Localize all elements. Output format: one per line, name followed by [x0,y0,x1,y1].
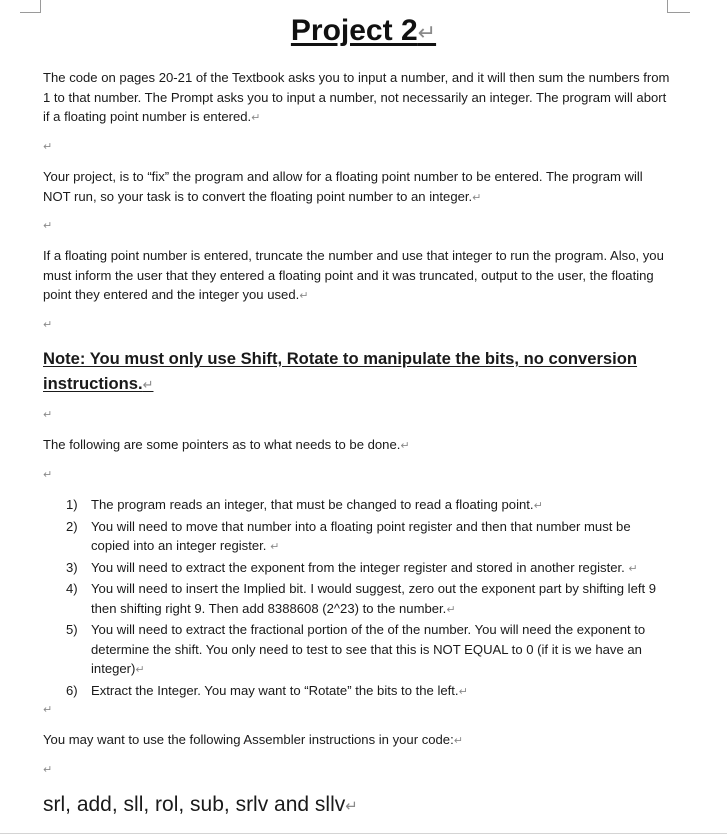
empty-paragraph[interactable] [43,216,52,234]
paragraph-mark-icon: ↵ [299,290,309,302]
pointers-intro[interactable]: The following are some pointers as to what needs to be done.↵ [43,437,410,452]
paragraph-mark-icon: ↵ [43,469,53,481]
empty-paragraph[interactable] [43,465,52,483]
paragraph-mark-icon: ↵ [43,319,53,331]
paragraph-mark-icon: ↵ [251,112,261,124]
intro-paragraph[interactable]: The code on pages 20-21 of the Textbook asks you to input a number, and it will then sum the numbers from 1 to that number. The Prompt asks you to input a number, not necessarily an integer. The program will abort if a floating point number is entered.↵ [43,70,670,124]
instruction-list[interactable]: srl, add, sll, rol, sub, srlv and sllv↵ [43,793,358,816]
note-heading[interactable]: Note: You must only use Shift, Rotate to manipulate the bits, no conversion instructions.↵ [43,349,638,393]
paragraph-mark-icon: ↵ [628,562,638,575]
task-paragraph[interactable]: Your project, is to “fix” the program and allow for a floating point number to be entered. The program will NOT run, so your task is to convert the floating point number to an integer.↵ [43,169,643,204]
paragraph-mark-icon: ↵ [43,704,53,716]
paragraph-mark-icon: ↵ [270,541,280,553]
margin-corner-top-left [20,0,41,13]
paragraph-mark-icon: ↵ [417,20,437,45]
list-item-number: 4) [66,581,78,596]
paragraph-mark-icon: ↵ [446,603,456,616]
list-item-number: 5) [66,622,78,637]
paragraph-mark-icon: ↵ [43,764,53,776]
list-item[interactable]: 4) You will need to insert the Implied bit. I would suggest, zero out the exponent part by shifting left 9 then shifting right 9. Then add 8388608 (2^23) to the number.↵ [66,581,657,616]
list-item[interactable]: 3) You will need to extract the exponent from the integer register and stored in another register. ↵ [66,558,666,580]
empty-paragraph[interactable] [43,405,52,423]
page-bottom-rule [0,833,727,834]
paragraph-mark-icon: ↵ [400,440,410,452]
list-item[interactable]: 5) You will need to extract the fractional portion of the of the number. You will need the exponent to determine the shift. You only need to test to see that this is NOT EQUAL to 0 (if it is we have an integer)↵ [66,622,646,676]
paragraph-mark-icon: ↵ [345,798,358,815]
list-item[interactable]: 2) You will need to move that number into a floating point register and then that number must be copied into an integer register. ↵ [66,518,631,553]
empty-paragraph[interactable] [43,137,52,155]
empty-paragraph[interactable] [43,700,52,718]
list-item-number: 3) [66,559,78,575]
paragraph-mark-icon: ↵ [43,409,53,421]
paragraph-mark-icon: ↵ [142,377,154,392]
paragraph-mark-icon: ↵ [43,220,53,232]
paragraph-mark-icon: ↵ [533,500,543,512]
list-item-number: 1) [66,497,78,512]
requirements-paragraph[interactable]: If a floating point number is entered, truncate the number and use that integer to run the program. Also, you must inform the user that they entered a floating point and it was truncated, output to the user, the floating point they entered and the integer you used.↵ [43,248,664,302]
paragraph-mark-icon: ↵ [453,735,463,747]
list-item-number: 6) [66,682,78,698]
empty-paragraph[interactable] [43,760,52,778]
list-item[interactable]: 1) The program reads an integer, that must be changed to read a floating point.↵ [66,495,666,517]
empty-paragraph[interactable] [43,315,52,333]
paragraph-mark-icon: ↵ [472,191,482,204]
paragraph-mark-icon: ↵ [135,664,145,676]
list-item[interactable]: 6) Extract the Integer. You may want to “Rotate” the bits to the left.↵ [66,681,666,703]
document-title[interactable]: Project 2↵ [290,14,437,47]
paragraph-mark-icon: ↵ [458,685,468,698]
paragraph-mark-icon: ↵ [43,141,53,153]
list-item-number: 2) [66,518,78,534]
assembler-intro[interactable]: You may want to use the following Assembler instructions in your code:↵ [43,732,463,747]
steps-list [66,495,666,702]
margin-corner-top-right [667,0,690,13]
